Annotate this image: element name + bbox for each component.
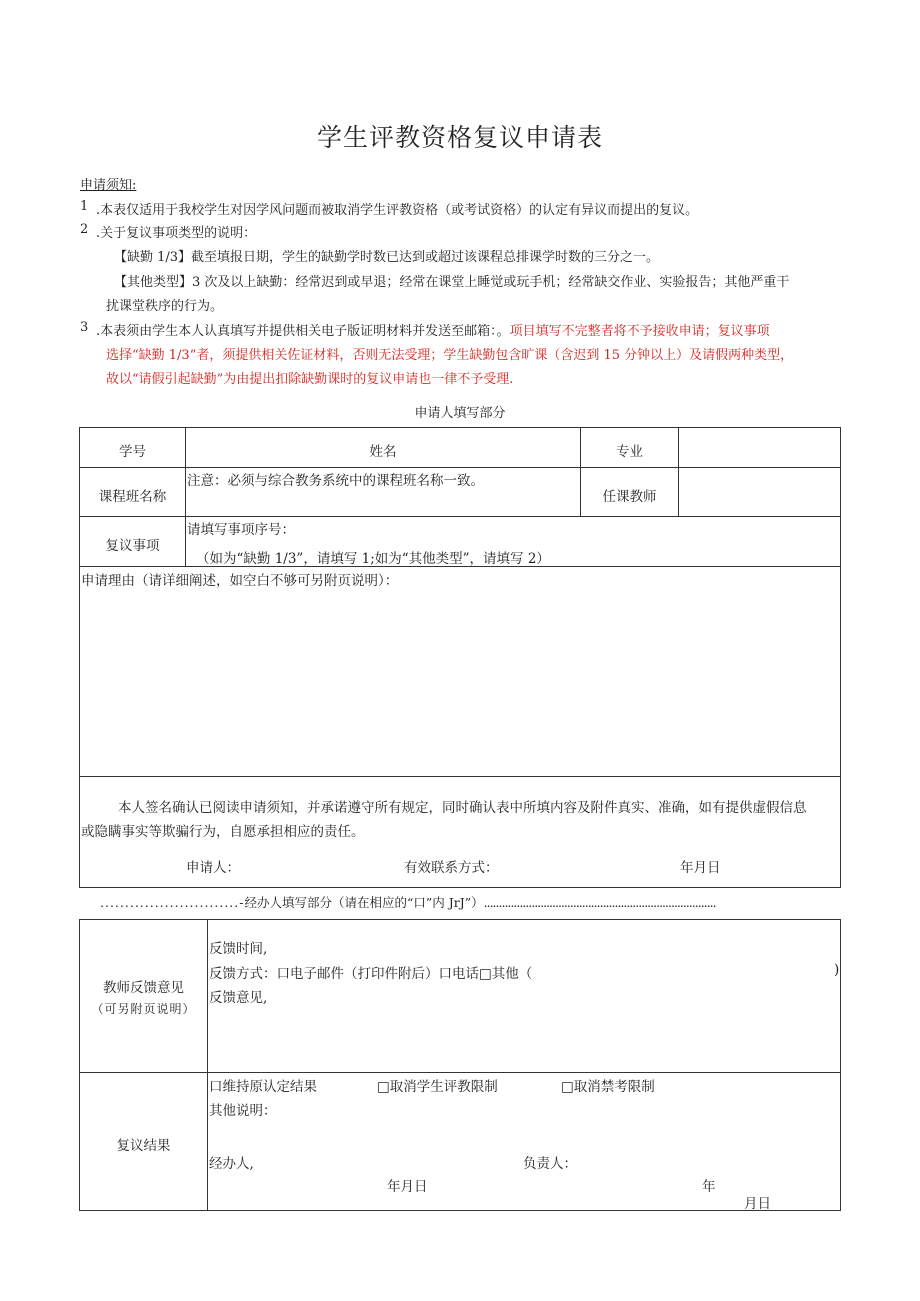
contact-label: 有效联系方式：: [404, 860, 499, 876]
handler-heading-dots-right: ..............................................................................: [483, 895, 716, 910]
course-class-note: 注意：必须与综合教务系统中的课程班名称一致。: [187, 473, 484, 489]
teacher-label: 任课教师: [602, 489, 657, 505]
teacher-feedback-note: （可另附页说明）: [91, 1002, 196, 1016]
student-id-label: 学号: [119, 444, 146, 460]
notice-item2-b1: 【其他类型】3 次及以上缺勤：经常迟到或早退；经常在课堂上睡觉或玩手机；经常缺交作业、实验报告；其他严重干: [114, 275, 790, 290]
applicant-signature-label: 申请人：: [186, 860, 240, 876]
feedback-time-label: 反馈时间,: [209, 941, 268, 957]
notice-item2-a: 【缺勤 1/3】截至填报日期，学生的缺勤学时数已达到或超过该课程总排课学时数的三分之一。: [114, 250, 660, 265]
page-title: 学生评教资格复议申请表: [316, 123, 603, 152]
notice-item3-red2: 选择“缺勤 1/3”者，须提供相关佐证材料，否则无法受理；学生缺勤包含旷课（含迟到 15 分钟以上）及请假两种类型，: [106, 348, 794, 363]
notice-item1: .本表仅适用于我校学生对因学风问题而被取消学生评教资格（或考试资格）的认定有异议而提出的复议。: [96, 203, 699, 218]
declaration-line1: 本人签名确认已阅读申请须知，并承诺遵守所有规定，同时确认表中所填内容及附件真实、准确，如有提供虚假信息: [118, 800, 807, 816]
feedback-method-label: 反馈方式：口电子邮件（打印件附后）口电话□其他（: [209, 966, 533, 982]
review-result-label: 复议结果: [116, 1138, 171, 1154]
notice-item3-black: .本表须由学生本人认真填写并提供相关电子版证明材料并发送至邮箱：。: [96, 324, 510, 339]
option-cancel-exam-checkbox[interactable]: □取消禁考限制: [561, 1079, 655, 1095]
applicant-section-heading: 申请人填写部分: [414, 406, 506, 421]
review-item-prompt: 请填写事项序号：: [187, 522, 295, 538]
major-label: 专业: [616, 444, 643, 460]
notice-item1-num: 1: [80, 199, 89, 214]
handler-signature-label: 经办人,: [209, 1156, 254, 1172]
feedback-method-close: ): [834, 962, 840, 978]
option-maintain-checkbox[interactable]: 口维持原认定结果: [209, 1079, 317, 1095]
teacher-feedback-label: 教师反馈意见: [103, 980, 184, 996]
other-notes-label: 其他说明：: [209, 1103, 277, 1119]
notice-item3-red1: 项目填写不完整者将不予接收申请；复议事项: [509, 324, 770, 339]
notice-item3-red3: 故以“请假引起缺勤”为由提出扣除缺勤课时的复议申请也一律不予受理.: [106, 372, 514, 387]
option-cancel-eval-checkbox[interactable]: □取消学生评教限制: [377, 1079, 498, 1095]
handler-date-label: 年月日: [387, 1179, 428, 1195]
responsible-date-month-day: 月日: [744, 1196, 771, 1212]
notice-item3-num: 3: [80, 320, 89, 335]
review-item-example: （如为“缺勤 1/3”，请填写 1;如为“其他类型”，请填写 2）: [196, 551, 550, 567]
notice-item2-b2: 扰课堂秩序的行为。: [106, 299, 224, 314]
name-label: 姓名: [369, 444, 397, 460]
notice-heading: 申请须知:: [80, 178, 137, 193]
course-class-label: 课程班名称: [98, 489, 167, 505]
responsible-date-year: 年: [702, 1179, 716, 1195]
review-item-label: 复议事项: [105, 538, 160, 554]
handler-heading-dots-left: ............................-: [100, 895, 245, 910]
reason-label: 申请理由（请详细阐述，如空白不够可另附页说明）：: [81, 573, 399, 589]
handler-section-heading: 经办人填写部分（请在相应的“口”内 JrJ”）: [244, 895, 484, 910]
notice-item2: .关于复议事项类型的说明：: [96, 226, 257, 241]
notice-item2-num: 2: [80, 222, 89, 237]
feedback-opinion-label: 反馈意见,: [209, 990, 268, 1006]
applicant-date-label: 年月日: [680, 860, 721, 876]
responsible-signature-label: 负责人：: [523, 1156, 577, 1172]
declaration-line2: 或隐瞒事实等欺骗行为，自愿承担相应的责任。: [81, 824, 365, 840]
